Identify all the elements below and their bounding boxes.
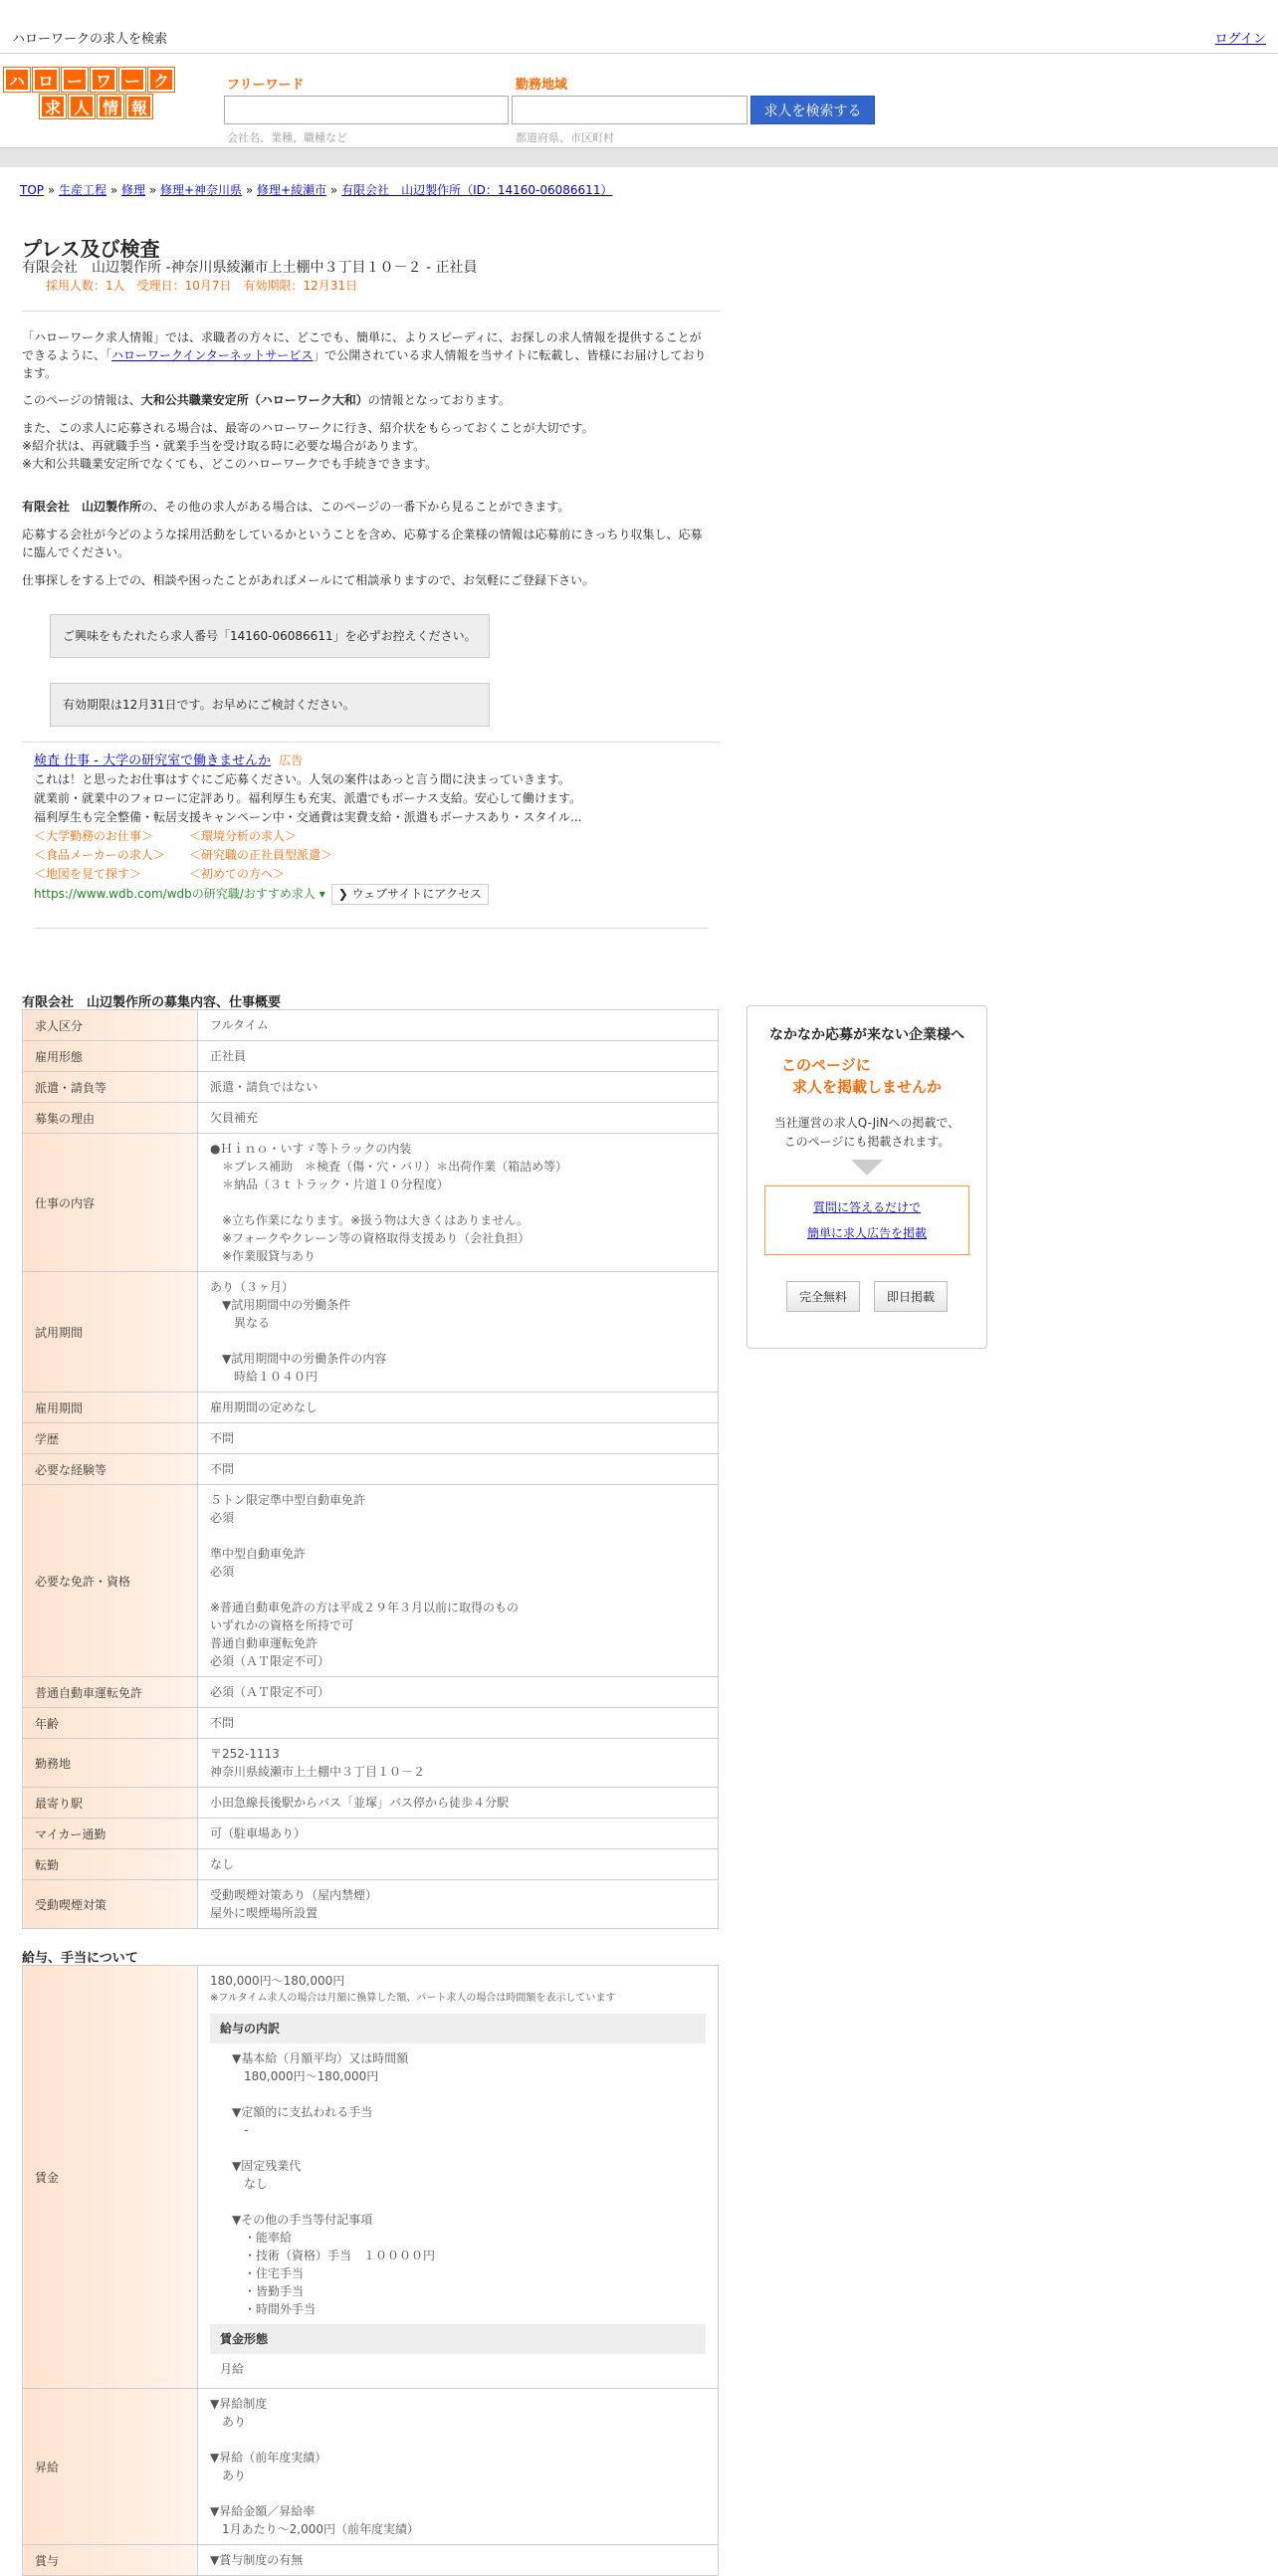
sidebar-link-post-ad[interactable]: 簡単に求人広告を掲載 — [806, 1226, 927, 1240]
divider — [34, 928, 709, 929]
logo-char: ロ — [33, 68, 59, 92]
row-value: なし — [198, 1849, 719, 1880]
row-label: 勤務地 — [23, 1739, 198, 1788]
logo-char: ハ — [4, 68, 30, 92]
table-row — [23, 1423, 719, 1454]
company-line: 有限会社 山辺製作所 -神奈川県綾瀬市上土棚中３丁目１０－２ - 正社員 — [22, 260, 478, 276]
sidebar-link-box — [764, 1185, 969, 1255]
job-number-notice: ご興味をもたれたら求人番号「14160-06086611」を必ずお控えください。 — [50, 614, 490, 658]
table-row — [23, 2545, 719, 2576]
breadcrumb-company[interactable]: 有限会社 山辺製作所（ID：14160-06086611） — [341, 183, 613, 197]
row-label: 転勤 — [23, 1849, 198, 1880]
breadcrumb-job-type[interactable]: 修理 — [121, 183, 146, 197]
wage-note: ※フルタイム求人の場合は月額に換算した額、パート求人の場合は時間額を表示しています — [210, 1993, 616, 2004]
table-row — [23, 1103, 719, 1134]
arrow-down-icon — [851, 1160, 883, 1176]
row-label: 年齢 — [23, 1708, 198, 1739]
ad-line: 福利厚生も完全整備・転居支援キャンペーン中・交通費は実費支給・派遣もボーナスあり・スタイル... — [34, 810, 582, 824]
table-row — [23, 1454, 719, 1485]
table-row — [23, 1788, 719, 1819]
table-row — [23, 1966, 719, 2389]
row-label: 必要な免許・資格 — [23, 1485, 198, 1677]
table-row — [23, 1393, 719, 1423]
intro-paragraph-3: また、この求人に応募される場合は、最寄のハローワークに行き、紹介状をもらっておくことが大切です。 ※紹介状は、再就職手当・就業手当を受け取る時に必要な場合があります。 ※大和公共職業安定所でなくても、どこのハローワークでも手続きできます。 — [22, 421, 594, 471]
intro-paragraph-1: 「ハローワーク求人情報」では、求職者の方々に、どこでも、簡単に、よりスピーディに、お探しの求人情報を提供することができるように、「ハローワークインターネットサービス」で公開されている求人情報を当サイトに転載し、皆様にお届けしております。 — [22, 330, 707, 380]
breadcrumb-city[interactable]: 修理+綾瀬市 — [257, 183, 327, 197]
ad-line: 就業前・就業中のフォローに定評あり。福利厚生も充実、派遣でもボーナス支給。安心して働けます。 — [34, 791, 581, 805]
row-label: 募集の理由 — [23, 1103, 198, 1134]
row-label: 仕事の内容 — [23, 1134, 198, 1272]
logo-char: ワ — [91, 68, 116, 92]
logo-char: 情 — [98, 95, 123, 118]
logo-char: 求 — [40, 95, 66, 118]
search-button[interactable]: 求人を検索する — [750, 96, 875, 124]
row-label: 雇用形態 — [23, 1041, 198, 1072]
row-value: 不問 — [198, 1423, 719, 1454]
row-value: 不問 — [198, 1708, 719, 1739]
row-value: あり（３ヶ月） ▼試用期間中の労働条件 異なる ▼試用期間中の労働条件の内容 時給１０４０円 — [198, 1272, 719, 1393]
breadcrumb: TOP » 生産工程 » 修理 » 修理+神奈川県 » 修理+綾瀬市 » 有限会社 山辺製作所（ID：14160-06086611） — [20, 183, 613, 197]
ad-sitelink[interactable]: ＜地図を見て探す＞ — [34, 867, 142, 881]
row-value: 不問 — [198, 1454, 719, 1485]
sidebar-heading: なかなか応募が来ない企業様へ — [769, 1027, 964, 1043]
keyword-input[interactable] — [224, 96, 509, 124]
ad-tag: 広告 — [279, 753, 304, 767]
row-label: 普通自動車運転免許 — [23, 1677, 198, 1708]
row-label: 昇給 — [23, 2389, 198, 2545]
table-row — [23, 1849, 719, 1880]
top-bar — [0, 0, 1278, 54]
row-value: 受動喫煙対策あり（屋内禁煙） 屋外に喫煙場所設置 — [198, 1880, 719, 1929]
details-table — [22, 1009, 719, 1929]
page-title: プレス及び検査 — [22, 237, 160, 261]
table-row — [23, 1485, 719, 1677]
logo-char: ー — [62, 68, 88, 92]
breadcrumb-prefecture[interactable]: 修理+神奈川県 — [160, 183, 243, 197]
row-label: マイカー通勤 — [23, 1819, 198, 1849]
details-section-title: 有限会社 山辺製作所の募集内容、仕事概要 — [22, 995, 282, 1010]
breadcrumb-category[interactable]: 生産工程 — [59, 183, 107, 197]
free-badge[interactable]: 完全無料 — [786, 1281, 860, 1312]
sidebar-description: 当社運営の求人Q-JiNへの掲載で、 このページにも掲載されます。 — [773, 1116, 960, 1149]
ad-sitelink[interactable]: ＜研究職の正社員型派遣＞ — [189, 848, 333, 862]
row-value: ▼賞与制度の有無 — [198, 2545, 719, 2576]
row-value: ▼昇給制度 あり ▼昇給（前年度実績） あり ▼昇給金額／昇給率 1月あたり〜2,000円（前年度実績） — [198, 2389, 719, 2545]
row-value: ５トン限定準中型自動車免許 必須 準中型自動車免許 必須 ※普通自動車免許の方は平成２９年３月以前に取得のもの いずれかの資格を所持で可 普通自動車運転免許 必須（ＡＴ限定不可） — [198, 1485, 719, 1677]
table-row — [23, 1677, 719, 1708]
ad-line: これは！と思ったお仕事はすぐにご応募ください。人気の案件はあっと言う間に決まっていきます。 — [34, 772, 570, 786]
ad-block: 検査 仕事 - 大学の研究室で働きませんか 広告 これは！と思ったお仕事はすぐにご応募ください。人気の案件はあっと言う間に決まっていきます。 就業前・就業中のフォローに定評あり。福利厚生も充実、派遣でもボーナス支給。安心して働けます。 福利厚生も完全整備・転居支援キャンペーン中・交通費は実費支給・派遣もボーナスあり・スタイル... ＜大学勤務のお仕事＞ ＜環境分析の求人＞ ＜食品メーカーの求人＞ ＜研究職の正社員型派遣＞ ＜地図を見て探す＞ ＜初めての方へ＞ https://www.wdb.com/wdbの研究職/おすすめ求人 ▾ ❯ ウェブサイトにアクセス — [34, 751, 711, 905]
login-link[interactable]: ログイン — [1214, 32, 1266, 47]
intro-paragraph-2: このページの情報は、大和公共職業安定所（ハローワーク大和）の情報となっております。 — [22, 393, 511, 407]
row-label: 受動喫煙対策 — [23, 1880, 198, 1929]
row-value: 可（駐車場あり） — [198, 1819, 719, 1849]
sidebar-link-questions[interactable]: 質問に答えるだけで — [812, 1200, 921, 1214]
row-label: 賃金 — [23, 1966, 198, 2389]
logo-char: 人 — [69, 95, 95, 118]
area-input[interactable] — [512, 96, 747, 124]
row-value: ●Ｈｉｎｏ・いすゞ等トラックの内装 ＊プレス補助 ＊検査（傷・穴・バリ）＊出荷作業（箱詰め等） ＊納品（３ｔトラック・片道１０分程度） ※立ち作業になります。※扱う物は大きくはありません。 ※フォークやクレーン等の資格取得支援あり（会社負担） ※作業服貸与あり — [198, 1134, 719, 1272]
ad-headline[interactable]: 検査 仕事 - 大学の研究室で働きませんか — [34, 753, 272, 768]
row-value: 正社員 — [198, 1041, 719, 1072]
keyword-label: フリーワード — [227, 78, 305, 93]
hellowork-internet-link[interactable]: ハローワークインターネットサービス — [111, 348, 314, 362]
row-value: 雇用期間の定めなし — [198, 1393, 719, 1423]
table-row — [23, 2389, 719, 2545]
breakdown-heading: 給与の内訳 — [210, 2014, 706, 2043]
table-row — [23, 1072, 719, 1103]
wage-range: 180,000円〜180,000円 — [210, 1974, 345, 1988]
row-label: 試用期間 — [23, 1272, 198, 1393]
logo-char: 報 — [126, 95, 152, 118]
table-row — [23, 1739, 719, 1788]
area-label: 勤務地域 — [516, 78, 568, 93]
row-label: 賞与 — [23, 2545, 198, 2576]
row-label: 最寄り駅 — [23, 1788, 198, 1819]
wage-form-heading: 賃金形態 — [210, 2324, 706, 2354]
table-row — [23, 1041, 719, 1072]
salary-section-title: 給与、手当について — [22, 1951, 138, 1966]
logo-char: ー — [119, 68, 145, 92]
table-row — [23, 1819, 719, 1849]
sidebar-offer: このページに 求人を掲載しませんか — [781, 1056, 942, 1096]
breakdown-text: ▼基本給（月額平均）又は時間額 180,000円〜180,000円 ▼定額的に支払われる手当 - ▼固定残業代 なし ▼その他の手当等付記事項 ・能率給 ・技術（資格）手当 １００００円 ・住宅手当 ・皆勤手当 ・時間外手当 — [232, 2051, 436, 2316]
intro-paragraph-6: 仕事探しをする上での、相談や困ったことがあればメールにて相談承りますので、お気軽にご登録下さい。 — [22, 573, 595, 587]
row-value: 派遣・請負ではない — [198, 1072, 719, 1103]
table-row — [23, 1010, 719, 1041]
ad-visit-button[interactable]: ❯ ウェブサイトにアクセス — [331, 884, 489, 905]
hellowork-logo[interactable] — [4, 68, 181, 123]
same-day-badge[interactable]: 即日掲載 — [874, 1281, 948, 1312]
area-placeholder: 都道府県、市区町村 — [516, 131, 614, 144]
divider-bar — [0, 147, 1278, 167]
ad-sitelink[interactable]: ＜環境分析の求人＞ — [189, 829, 298, 843]
row-value: 〒252-1113 神奈川県綾瀬市上土棚中３丁目１０－２ — [198, 1739, 719, 1788]
site-header-title: ハローワークの求人を検索 — [12, 32, 168, 47]
intro-paragraph-5: 応募する会社が今どのような採用活動をしているかということを含め、応募する企業様の情報は応募前にきっちり収集し、応募に臨んでください。 — [22, 528, 703, 559]
row-value: 欠員補充 — [198, 1103, 719, 1134]
ad-sitelink[interactable]: ＜初めての方へ＞ — [189, 867, 286, 881]
deadline-notice: 有効期限は12月31日です。お早めにご検討ください。 — [50, 683, 490, 727]
row-label: 学歴 — [23, 1423, 198, 1454]
row-label: 求人区分 — [23, 1010, 198, 1041]
row-value: 必須（ＡＴ限定不可） — [198, 1677, 719, 1708]
row-label: 雇用期間 — [23, 1393, 198, 1423]
wage-form: 月給 — [220, 2362, 245, 2376]
divider — [22, 742, 721, 743]
wage-cell — [198, 1966, 719, 2389]
table-row — [23, 1880, 719, 1929]
ad-url[interactable]: https://www.wdb.com/wdbの研究職/おすすめ求人 — [34, 887, 316, 901]
row-value: フルタイム — [198, 1010, 719, 1041]
divider — [22, 311, 721, 312]
table-row — [23, 1134, 719, 1272]
ad-sitelink[interactable]: ＜食品メーカーの求人＞ — [34, 848, 165, 862]
employer-ad-sidebar — [746, 1005, 987, 1349]
job-meta: 採用人数：1人 受理日：10月7日 有効期限：12月31日 — [46, 279, 358, 293]
table-row — [23, 1708, 719, 1739]
salary-table — [22, 1965, 719, 2576]
row-value: 小田急線長後駅からバス「並塚」バス停から徒歩４分駅 — [198, 1788, 719, 1819]
logo-char: ク — [148, 68, 174, 92]
table-row — [23, 1272, 719, 1393]
intro-paragraph-4: 有限会社 山辺製作所の、その他の求人がある場合は、このページの一番下から見ることができます。 — [22, 500, 570, 514]
keyword-placeholder: 会社名、業種、職種など — [227, 131, 347, 144]
breadcrumb-top[interactable]: TOP — [20, 183, 45, 197]
row-label: 必要な経験等 — [23, 1454, 198, 1485]
ad-sitelink[interactable]: ＜大学勤務のお仕事＞ — [34, 829, 154, 843]
row-label: 派遣・請負等 — [23, 1072, 198, 1103]
